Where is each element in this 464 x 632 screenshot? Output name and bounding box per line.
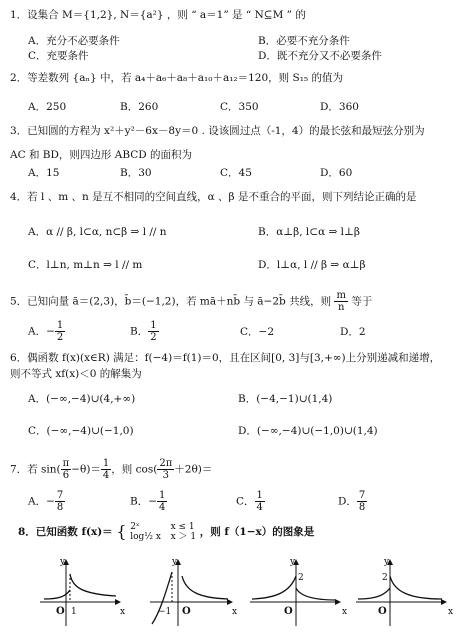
- q8-pieces: 2ˣ log½ x: [130, 522, 161, 542]
- question-6-stem-line2: 则不等式 xf(x)＜0 的解集为: [10, 368, 142, 380]
- q5-fraction-m-over-n: $\frac{m}{n}$: [336, 290, 346, 313]
- q5-option-c[interactable]: C．−2: [240, 326, 275, 338]
- graph-b-origin-label: O: [182, 606, 191, 617]
- q5-option-b-fraction: $\frac{1}{2}$: [150, 320, 157, 343]
- question-5-stem: [10, 290, 372, 313]
- graph-a-origin-label: O: [56, 606, 65, 617]
- q6-option-d[interactable]: D．(−∞,−4)∪(−1,0)∪(1,4): [238, 425, 378, 437]
- q8-graph-c[interactable]: [250, 557, 347, 626]
- graph-c-y-label: y: [290, 557, 296, 567]
- q5-option-a-fraction: $\frac{1}{2}$: [56, 320, 64, 343]
- graph-a-y-label: y: [60, 557, 66, 567]
- graph-b-tick-neg-one: −1: [158, 607, 172, 617]
- question-8-stem: 8．已知函数 f(x)＝ { 2ˣ log½ x x ≤ 1 x ＞ 1 ，则 f（1−x）的图象是: [18, 522, 315, 542]
- q8-graph-b[interactable]: [150, 557, 237, 626]
- q1-option-b[interactable]: B．必要不充分条件: [258, 35, 350, 47]
- q7-fraction-1-over-4: $\frac{1}{4}$: [102, 458, 110, 481]
- q3-option-a[interactable]: A．15: [28, 167, 60, 179]
- question-7-stem: 7．若 sin( $\frac{\pi}{6}$ −θ)＝ $\frac{1}{4}$ ，则 cos( $\frac{2\pi}{3}$ ＋2θ)＝: [10, 458, 213, 481]
- graph-d-y-label: y: [384, 557, 390, 567]
- question-3-stem-line2: AC 和 BD，则四边形 ABCD 的面积为: [10, 149, 193, 161]
- q7-option-b[interactable]: B．− $\frac{1}{4}$: [130, 490, 166, 513]
- question-3-stem: 3．已知圆的方程为 x²＋y²－6x－8y＝0 . 设该圆过点（-1，4）的最长弦和最短弦分别为: [10, 125, 425, 137]
- graph-c-x-label: x: [342, 607, 348, 617]
- q3-option-d[interactable]: D．60: [320, 167, 353, 179]
- q5-option-b[interactable]: B． $\frac{1}{2}$: [130, 320, 157, 343]
- q8-conditions: x ≤ 1 x ＞ 1: [170, 522, 197, 542]
- q3-option-b[interactable]: B．30: [120, 167, 152, 179]
- q5-option-d[interactable]: D．2: [340, 326, 366, 338]
- q7-option-c[interactable]: C． $\frac{1}{4}$: [236, 490, 263, 513]
- q5-stem-part-b: 等于: [351, 295, 373, 308]
- q7-option-a[interactable]: A．− $\frac{7}{8}$: [28, 490, 64, 513]
- q4-option-a[interactable]: A．α // β, l⊂α, n⊂β ⇒ l // n: [28, 226, 167, 238]
- q2-option-b[interactable]: B．260: [120, 101, 159, 113]
- graph-d-tick-two: 2: [382, 573, 388, 583]
- graph-a-tick-one: 1: [71, 607, 77, 617]
- q1-option-a[interactable]: A．充分不必要条件: [28, 35, 120, 47]
- question-1-stem: 1．设集合 M＝{1,2}, N＝{a²} ，则 “ a＝1” 是 “ N⊆M ” 的: [10, 9, 306, 21]
- graph-d-x-label: x: [448, 607, 454, 617]
- q8-graph-d[interactable]: [356, 557, 453, 626]
- q4-option-b[interactable]: B．α⊥β, l⊂α ⇒ l⊥β: [258, 226, 360, 238]
- graph-c-origin-label: O: [284, 606, 293, 617]
- graph-a-x-label: x: [120, 607, 126, 617]
- q4-option-d[interactable]: D．l⊥α, l // β ⇒ α⊥β: [258, 259, 366, 271]
- q8-graph-a[interactable]: [40, 557, 125, 626]
- question-6-stem: 6．偶函数 f(x)(x∈R) 满足：f(−4)＝f(1)＝0，且在区间[0, 3]与[3,+∞)上分别递减和递增，: [10, 352, 441, 364]
- q7-fraction-2pi-over-3: $\frac{2\pi}{3}$: [159, 458, 173, 481]
- q8-brace: {: [116, 522, 127, 541]
- q2-option-d[interactable]: D．360: [320, 101, 359, 113]
- graph-b-y-label: y: [172, 557, 178, 567]
- q1-option-d[interactable]: D．既不充分又不必要条件: [258, 50, 382, 62]
- q5-option-a[interactable]: A．− $\frac{1}{2}$: [28, 320, 64, 343]
- q6-option-a[interactable]: A．(−∞,−4)∪(4,+∞): [28, 393, 136, 405]
- graph-d-origin-label: O: [378, 606, 387, 617]
- q7-fraction-pi-over-6: $\frac{\pi}{6}$: [62, 458, 70, 481]
- q2-option-a[interactable]: A．250: [28, 101, 67, 113]
- q4-option-c[interactable]: C．l⊥n, m⊥n ⇒ l // m: [28, 259, 143, 271]
- question-4-stem: 4．若 l 、m 、n 是互不相同的空间直线，α 、β 是不重合的平面，则下列结论正确的是: [10, 191, 417, 203]
- graph-c-tick-two: 2: [298, 573, 304, 583]
- q8-graphs: [0, 552, 464, 632]
- q6-option-b[interactable]: B．(−4,−1)∪(1,4): [238, 393, 333, 405]
- q7-option-d[interactable]: D． $\frac{7}{8}$: [338, 490, 366, 513]
- q3-option-c[interactable]: C．45: [220, 167, 252, 179]
- question-2-stem: 2．等差数列 {aₙ} 中，若 a₄＋a₆＋a₈＋a₁₀＋a₁₂＝120，则 S₁₅ 的值为: [10, 72, 343, 84]
- q2-option-c[interactable]: C．350: [220, 101, 259, 113]
- q1-option-c[interactable]: C．充要条件: [28, 50, 89, 62]
- graph-b-x-label: x: [232, 607, 238, 617]
- q6-option-c[interactable]: C．(−∞,−4)∪(−1,0): [28, 425, 134, 437]
- q5-stem-part-a: 5．已知向量 ā＝(2,3)，b̄＝(−1,2)，若 mā＋nb̄ 与 ā−2b̄ 共线，则: [10, 295, 332, 308]
